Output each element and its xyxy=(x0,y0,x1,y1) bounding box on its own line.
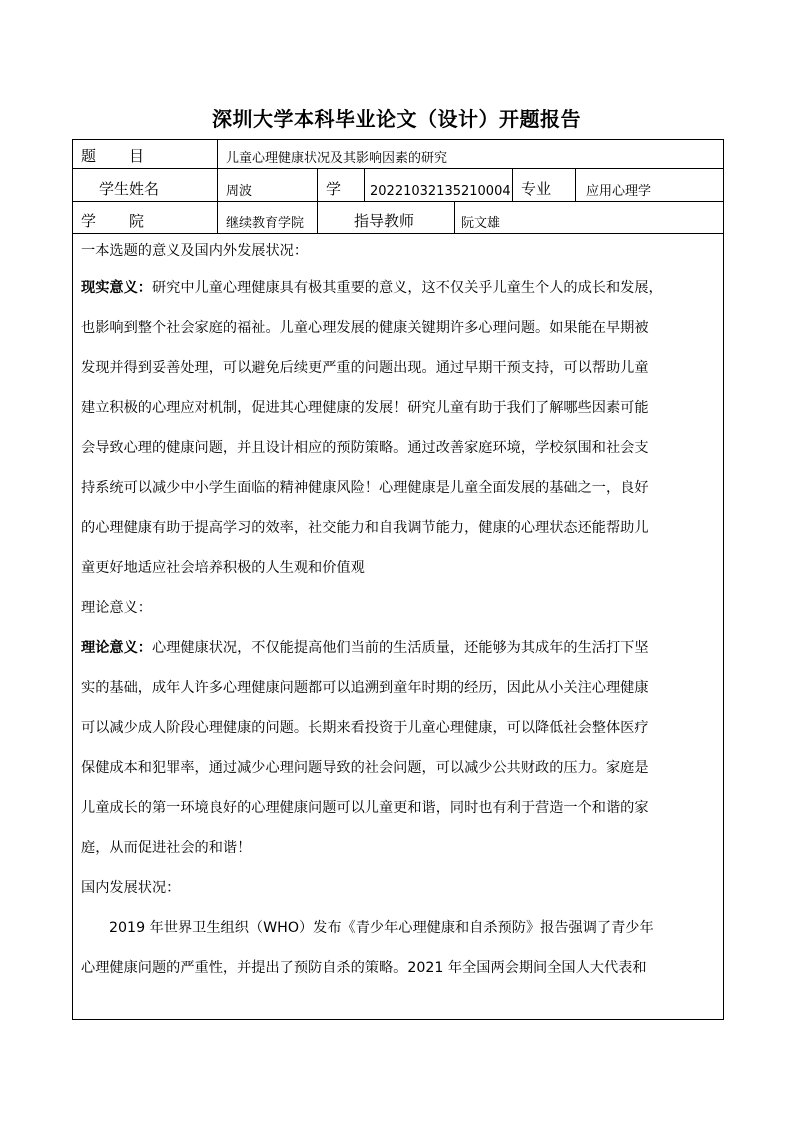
topic-value: 儿童心理健康状况及其影响因素的研究 xyxy=(226,151,448,166)
theory-heading: 理论意义： xyxy=(81,600,152,616)
topic-row xyxy=(73,140,723,169)
student-id-value-cell xyxy=(365,169,513,201)
student-id-label: 学 xyxy=(326,180,342,198)
practical-line-8: 童更好地适应社会培养积极的人生观和价值观 xyxy=(81,560,365,576)
proposal-table xyxy=(72,139,724,1020)
topic-label-2: 目 xyxy=(129,147,145,165)
student-name-value-cell xyxy=(218,169,318,201)
practical-line-7: 的心理健康有助于提高学习的效率，社交能力和自我调节能力，健康的心理状态还能帮助儿 xyxy=(81,520,649,536)
advisor-value-cell xyxy=(455,202,723,233)
theory-line-2: 实的基础，成年人许多心理健康问题都可以追溯到童年时期的经历，因此从小关注心理健康 xyxy=(81,680,649,696)
major-label-cell xyxy=(513,169,576,201)
student-name-value: 周波 xyxy=(226,184,253,199)
theory-text-1: 心理健康状况，不仅能提高他们当前的生活质量，还能够为其成年的生活打下坚 xyxy=(151,640,649,656)
college-label-2: 院 xyxy=(129,212,145,230)
major-value-cell xyxy=(576,169,723,201)
student-id-value: 20221032135210004 xyxy=(370,184,511,199)
practical-line-1 xyxy=(81,268,715,308)
major-label: 专业 xyxy=(521,180,552,198)
practical-line-4: 建立积极的心理应对机制，促进其心理健康的发展！研究儿童有助于我们了解哪些因素可能 xyxy=(81,400,649,416)
advisor-value: 阮文雄 xyxy=(461,216,501,231)
practical-line-2: 也影响到整个社会家庭的福祉。儿童心理发展的健康关键期许多心理问题。如果能在早期被 xyxy=(81,320,649,336)
advisor-label: 指导教师 xyxy=(354,212,415,230)
college-label-1: 学 xyxy=(81,212,97,230)
theory-line-6: 庭，从而促进社会的和谐！ xyxy=(81,840,252,856)
practical-line-6: 持系统可以减少中小学生面临的精神健康风险！心理健康是儿童全面发展的基础之一，良好 xyxy=(81,480,649,496)
college-value-cell xyxy=(218,202,318,233)
domestic-line-2: 心理健康问题的严重性，并提出了预防自杀的策略。2021 年全国两会期间全国人大代表和 xyxy=(81,960,647,976)
domestic-line-1: 2019 年世界卫生组织（WHO）发布《青少年心理健康和自杀预防》报告强调了青少年 xyxy=(109,920,654,936)
college-value: 继续教育学院 xyxy=(226,216,305,231)
student-id-label-cell xyxy=(318,169,365,201)
topic-label-1: 题 xyxy=(81,147,97,165)
student-name-label-cell xyxy=(73,169,218,201)
theory-line-1 xyxy=(81,628,715,668)
section-heading: 一本选题的意义及国内外发展状况： xyxy=(81,243,309,259)
theory-line-5: 儿童成长的第一环境良好的心理健康问题可以儿童更和谐，同时也有利于营造一个和谐的家 xyxy=(81,800,649,816)
domestic-heading: 国内发展状况： xyxy=(81,880,181,896)
student-row xyxy=(73,169,723,202)
college-row xyxy=(73,202,723,234)
proposal-body xyxy=(73,234,723,988)
practical-text-1: 研究中儿童心理健康具有极其重要的意义，这不仅关乎儿童生个人的成长和发展， xyxy=(151,280,663,296)
advisor-label-cell xyxy=(318,202,455,233)
student-name-label: 学生姓名 xyxy=(99,180,160,198)
theory-label: 理论意义： xyxy=(81,640,152,656)
topic-value-cell xyxy=(218,140,723,168)
topic-label-cell xyxy=(73,140,218,168)
major-value: 应用心理学 xyxy=(586,184,652,199)
practical-line-5: 会导致心理的健康问题，并且设计相应的预防策略。通过改善家庭环境，学校氛围和社会支 xyxy=(81,440,649,456)
theory-line-4: 保健成本和犯罪率，通过减少心理问题导致的社会问题，可以减少公共财政的压力。家庭是 xyxy=(81,760,649,776)
practical-line-3: 发现并得到妥善处理，可以避免后续更严重的问题出现。通过早期干预支持，可以帮助儿童 xyxy=(81,360,649,376)
theory-line-3: 可以减少成人阶段心理健康的问题。长期来看投资于儿童心理健康，可以降低社会整体医疗 xyxy=(81,720,649,736)
college-label-cell xyxy=(73,202,218,233)
practical-label: 现实意义： xyxy=(81,280,152,296)
document-title: 深圳大学本科毕业论文（设计）开题报告 xyxy=(212,107,581,131)
